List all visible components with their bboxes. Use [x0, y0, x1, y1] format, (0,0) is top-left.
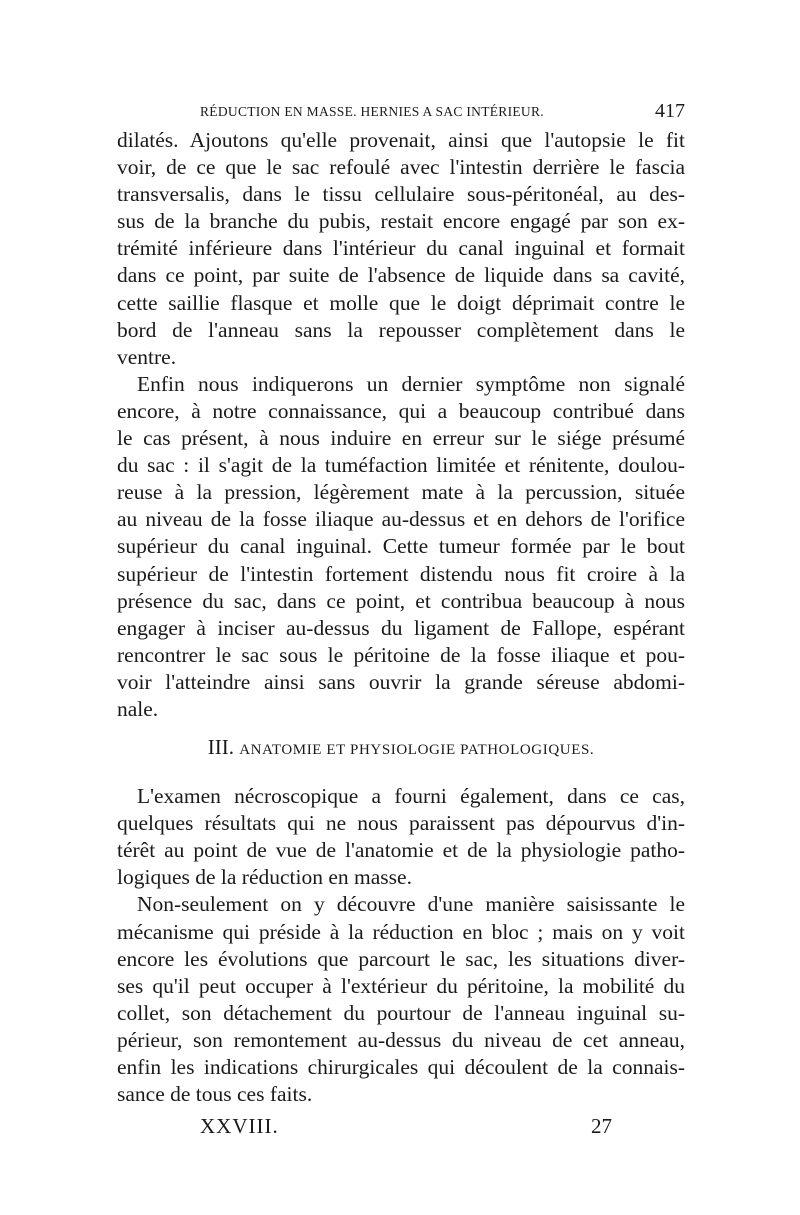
text-line: rencontrer le sac sous le péritoine de la fosse iliaque et pou- — [117, 642, 685, 667]
text-line: supérieur du canal inguinal. Cette tumeur formée par le bout — [117, 534, 685, 559]
paragraph-continuation — [117, 127, 685, 371]
text-line: dans ce point, par suite de l'absence de liquide dans sa cavité, — [117, 263, 685, 288]
section-heading — [117, 734, 685, 760]
running-head — [200, 100, 685, 126]
text-line: sance de tous ces faits. — [117, 1082, 313, 1107]
paragraph-mechanism — [117, 891, 685, 1108]
text-line: bord de l'anneau sans la repousser complètement dans le — [117, 317, 685, 342]
running-head-title: RÉDUCTION EN MASSE. HERNIES A SAC INTÉRIEUR. — [200, 104, 544, 119]
text-line: au niveau de la fosse iliaque au-dessus et en dehors de l'orifice — [117, 507, 685, 532]
text-line: encore les évolutions que parcourt le sac, les situations diver- — [117, 946, 685, 971]
text-line: voir, de ce que le sac refoulé avec l'intestin derrière le fascia — [117, 155, 685, 180]
text-line: reuse à la pression, légèrement mate à la percussion, située — [117, 480, 685, 505]
text-line: enfin les indications chirurgicales qui découlent de la connais- — [117, 1055, 685, 1079]
page-footer — [117, 1114, 685, 1142]
body-text — [117, 127, 685, 1108]
text-line: cette saillie flasque et molle que le doigt déprimait contre le — [117, 290, 685, 315]
text-line: quelques résultats qui ne nous paraissent pas dépourvus d'in- — [117, 811, 685, 836]
text-line: périeur, son remontement au-dessus du niveau de cet anneau, — [117, 1027, 685, 1052]
text-line: du sac : il s'agit de la tuméfaction limitée et rénitente, doulou- — [117, 453, 685, 478]
text-line: encore, à notre connaissance, qui a beaucoup contribué dans — [117, 398, 685, 423]
text-line: le cas présent, à nous induire en erreur sur le siége présumé — [117, 426, 685, 451]
paragraph-symptom — [117, 371, 685, 723]
section-number: III. — [207, 735, 234, 760]
text-line: L'examen nécroscopique a fourni également, dans ce cas, — [137, 784, 685, 809]
page-number: 417 — [655, 100, 685, 122]
sheet-number: 27 — [591, 1114, 612, 1138]
text-line: trémité inférieure dans l'intérieur du canal inguinal et formait — [117, 236, 685, 261]
text-line: ses qu'il peut occuper à l'extérieur du péritoine, la mobilité du — [117, 973, 685, 998]
text-line: collet, son détachement du pourtour de l'anneau inguinal su- — [117, 1000, 685, 1025]
text-line: transversalis, dans le tissu cellulaire sous-péritonéal, au des- — [117, 182, 685, 207]
text-line: engager à inciser au-dessus du ligament de Fallope, espérant — [117, 615, 685, 640]
text-line: térêt au point de vue de l'anatomie et de la physiologie patho- — [117, 838, 685, 863]
text-line: voir l'atteindre ainsi sans ouvrir la grande séreuse abdomi- — [117, 669, 685, 694]
text-line: dilatés. Ajoutons qu'elle provenait, ainsi que l'autopsie le fit — [117, 128, 685, 152]
text-line: Enfin nous indiquerons un dernier symptôme non signalé — [137, 371, 685, 396]
signature-mark: XXVIII. — [200, 1114, 279, 1138]
text-line: nale. — [117, 696, 159, 721]
text-line: supérieur de l'intestin fortement distendu nous fit croire à la — [117, 561, 685, 586]
text-line: ventre. — [117, 344, 177, 369]
text-line: Non-seulement on y découvre d'une manière saisissante le — [137, 892, 685, 917]
text-line: sus de la branche du pubis, restait encore engagé par son ex- — [117, 209, 685, 234]
text-line: logiques de la réduction en masse. — [117, 865, 412, 890]
text-line: mécanisme qui préside à la réduction en bloc ; mais on y voit — [117, 919, 685, 944]
section-title: ANATOMIE ET PHYSIOLOGIE PATHOLOGIQUES. — [239, 742, 595, 759]
paragraph-examination — [117, 783, 685, 891]
text-line: présence du sac, dans ce point, et contribua beaucoup à nous — [117, 588, 685, 613]
